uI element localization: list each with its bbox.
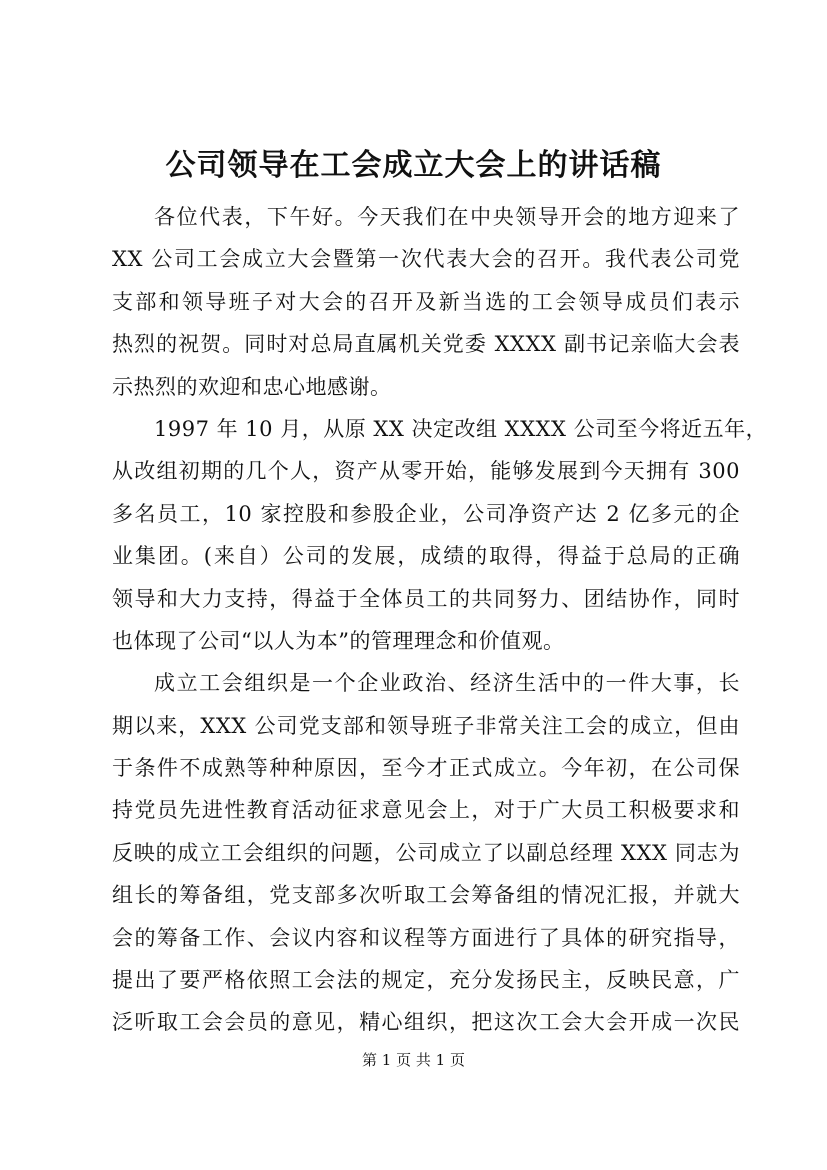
paragraph-line: 于条件不成熟等种种原因，至今才正式成立。今年初，在公司保 [112, 756, 740, 781]
paragraph-line: 期以来，XXX 公司党支部和领导班子非常关注工会的成立，但由 [112, 713, 740, 738]
document-title: 公司领导在工会成立大会上的讲话稿 [165, 148, 662, 183]
paragraph-line: 领导和大力支持，得益于全体员工的共同努力、团结协作，同时 [112, 586, 740, 611]
paragraph-line: 成立工会组织是一个企业政治、经济生活中的一件大事，长 [154, 671, 740, 696]
paragraph-line: 会的筹备工作、会议内容和议程等方面进行了具体的研究指导， [112, 925, 740, 950]
document-body [112, 196, 768, 1044]
paragraph-line: 反映的成立工会组织的问题，公司成立了以副总经理 XXX 同志为 [112, 840, 740, 865]
paragraph-line: 也体现了公司“以人为本”的管理理念和价值观。 [112, 628, 565, 653]
paragraph-line: 1997 年 10 月，从原 XX 决定改组 XXXX 公司至今将近五年， [154, 416, 768, 441]
paragraph-line: 多名员工，10 家控股和参股企业，公司净资产达 2 亿多元的企 [112, 501, 740, 526]
paragraph-line: XX 公司工会成立大会暨第一次代表大会的召开。我代表公司党 [112, 247, 740, 272]
paragraph-line: 各位代表，下午好。今天我们在中央领导开会的地方迎来了 [154, 205, 740, 229]
paragraph-line: 组长的筹备组，党支部多次听取工会筹备组的情况汇报，并就大 [112, 883, 740, 908]
paragraph-line: 热烈的祝贺。同时对总局直属机关党委 XXXX 副书记亲临大会表 [112, 332, 740, 357]
page-footer: 第 1 页 共 1 页 [362, 1051, 465, 1069]
paragraph-line: 持党员先进性教育活动征求意见会上，对于广大员工积极要求和 [112, 798, 740, 823]
paragraph-line: 从改组初期的几个人，资产从零开始，能够发展到今天拥有 300 [112, 459, 740, 484]
paragraph-line: 支部和领导班子对大会的召开及新当选的工会领导成员们表示 [112, 289, 740, 314]
paragraph-line: 泛听取工会会员的意见，精心组织，把这次工会大会开成一次民 [112, 1010, 740, 1035]
paragraph-line: 示热烈的欢迎和忠心地感谢。 [112, 374, 392, 399]
paragraph-line: 提出了要严格依照工会法的规定，充分发扬民主，反映民意，广 [112, 968, 740, 993]
paragraph-line: 业集团。(来自）公司的发展，成绩的取得，得益于总局的正确 [112, 544, 740, 569]
